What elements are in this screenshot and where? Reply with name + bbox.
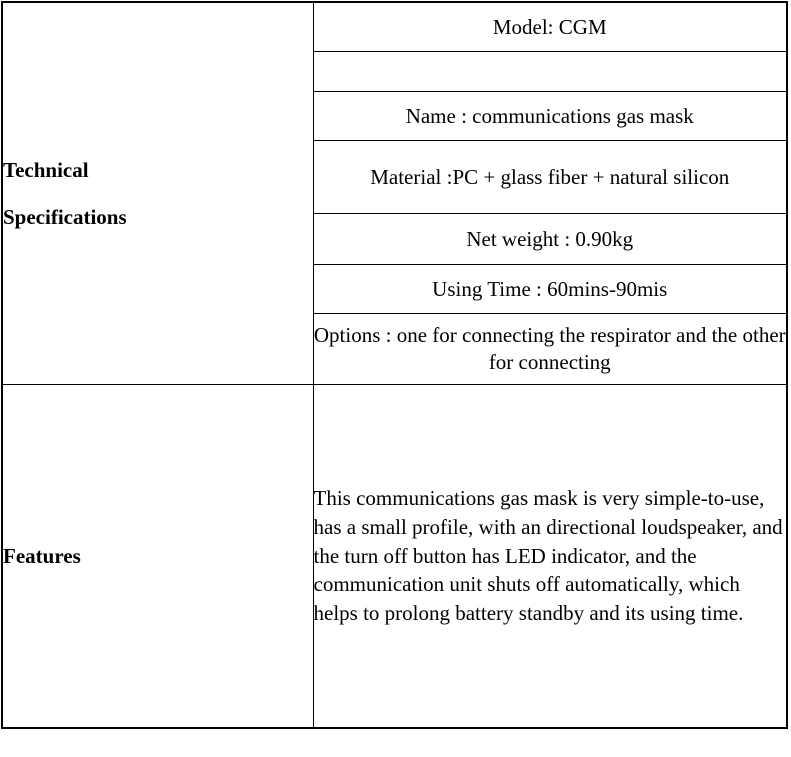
spec-value-options: Options : one for connecting the respirator and the other for connecting: [313, 314, 787, 385]
document-page: [0, 1, 791, 757]
spec-value-blank: [313, 52, 787, 92]
row-label-features: Features: [2, 385, 313, 729]
label-line-2: Specifications: [3, 204, 127, 229]
spec-value-model: Model: CGM: [313, 2, 787, 52]
spec-value-material: Material :PC + glass fiber + natural silicon: [313, 141, 787, 214]
table-row: [2, 2, 787, 52]
spec-value-using-time: Using Time : 60mins-90mis: [313, 265, 787, 314]
technical-specifications-table: [1, 1, 788, 729]
features-description: This communications gas mask is very simple-to-use, has a small profile, with an directional loudspeaker, and the turn off button has LED indicator, and the communication unit shuts off automatically, which helps to prolong battery standby and its using time.: [313, 385, 787, 729]
label-line-1: Technical: [3, 157, 89, 182]
table-row: [2, 385, 787, 729]
spec-value-name: Name : communications gas mask: [313, 92, 787, 141]
row-label-technical-specifications: [2, 2, 313, 385]
spec-value-net-weight: Net weight : 0.90kg: [313, 214, 787, 265]
